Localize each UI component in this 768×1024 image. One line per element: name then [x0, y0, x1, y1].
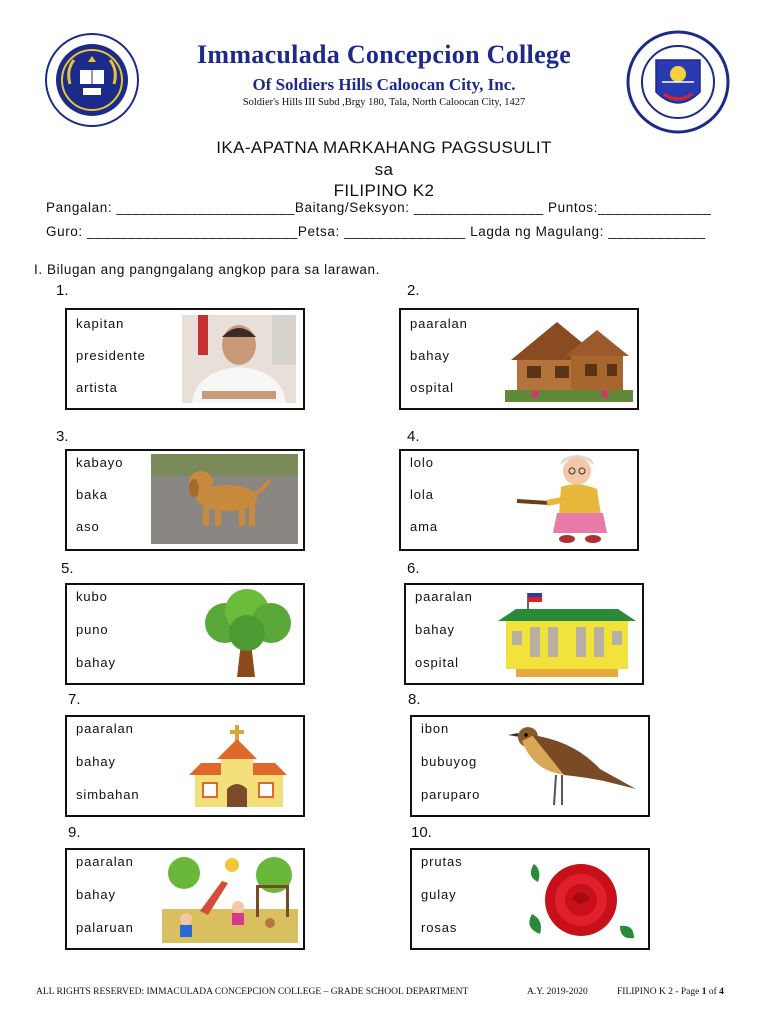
school-subtitle: Of Soldiers Hills Caloocan City, Inc. [252, 75, 516, 94]
wooden-house-photo [505, 316, 633, 402]
red-rose-drawing [524, 854, 638, 946]
question-box-5 [65, 583, 305, 685]
tree-drawing [191, 589, 301, 679]
option-8a[interactable]: ibon [421, 721, 450, 736]
option-9a[interactable]: paaralan [76, 854, 134, 869]
footer-page-number: 1 [701, 987, 707, 997]
school-name: Immaculada Concepcion College [196, 40, 572, 69]
option-6b[interactable]: bahay [415, 622, 455, 637]
playground-drawing [162, 853, 298, 943]
option-4c[interactable]: ama [410, 519, 438, 534]
man-in-white-shirt-photo [182, 315, 296, 403]
footer-page-total: 4 [719, 987, 724, 997]
question-box-6 [404, 583, 644, 685]
exam-title-connector: sa [374, 160, 394, 179]
question-box-8 [410, 715, 650, 817]
footer-year: A.Y. 2019-2020 [527, 987, 588, 997]
item-number: 8. [408, 691, 421, 708]
question-box-1 [65, 308, 305, 410]
student-info-line[interactable]: Pangalan: ______________________Baitang/Seksyon: ________________ Puntos:______________ [46, 200, 712, 215]
option-2b[interactable]: bahay [410, 348, 450, 363]
option-9b[interactable]: bahay [76, 887, 116, 902]
option-9c[interactable]: palaruan [76, 920, 134, 935]
footer-page-prefix: FILIPINO K 2 - Page [617, 987, 702, 997]
option-6a[interactable]: paaralan [415, 589, 473, 604]
grandmother-with-cane-drawing [509, 453, 631, 547]
option-10b[interactable]: gulay [421, 887, 457, 902]
church-drawing [187, 725, 291, 809]
option-7c[interactable]: simbahan [76, 787, 140, 802]
question-box-7 [65, 715, 305, 817]
teacher-info-line[interactable]: Guro: __________________________Petsa: _______________ Lagda ng Magulang: ____________ [46, 224, 706, 239]
option-10a[interactable]: prutas [421, 854, 463, 869]
option-4b[interactable]: lola [410, 487, 434, 502]
option-3c[interactable]: aso [76, 519, 100, 534]
item-number: 1. [56, 282, 69, 299]
item-number: 10. [411, 824, 432, 841]
option-1c[interactable]: artista [76, 380, 118, 395]
school-building-drawing [496, 591, 638, 679]
option-5c[interactable]: bahay [76, 655, 116, 670]
puppy-dog-photo [151, 454, 298, 544]
option-1b[interactable]: presidente [76, 348, 146, 363]
item-number: 5. [61, 560, 74, 577]
option-5a[interactable]: kubo [76, 589, 108, 604]
bird-drawing [504, 721, 640, 813]
option-2a[interactable]: paaralan [410, 316, 468, 331]
option-7b[interactable]: bahay [76, 754, 116, 769]
option-7a[interactable]: paaralan [76, 721, 134, 736]
item-number: 2. [407, 282, 420, 299]
question-box-3 [65, 449, 305, 551]
question-box-10 [410, 848, 650, 950]
option-4a[interactable]: lolo [410, 455, 434, 470]
option-8c[interactable]: paruparo [421, 787, 481, 802]
option-5b[interactable]: puno [76, 622, 109, 637]
item-number: 3. [56, 428, 69, 445]
exam-title: IKA-APATNA MARKAHANG PAGSUSULIT [216, 138, 552, 157]
option-3a[interactable]: kabayo [76, 455, 124, 470]
option-1a[interactable]: kapitan [76, 316, 125, 331]
item-number: 9. [68, 824, 81, 841]
deped-seal-logo [626, 30, 730, 134]
item-number: 6. [407, 560, 420, 577]
option-8b[interactable]: bubuyog [421, 754, 478, 769]
question-box-9 [65, 848, 305, 950]
item-number: 4. [407, 428, 420, 445]
option-6c[interactable]: ospital [415, 655, 459, 670]
option-3b[interactable]: baka [76, 487, 108, 502]
school-address: Soldier's Hills III Subd ,Brgy 180, Tala, North Caloocan City, 1427 [242, 97, 526, 108]
option-10c[interactable]: rosas [421, 920, 458, 935]
item-number: 7. [68, 691, 81, 708]
instruction-text: I. Bilugan ang pangngalang angkop para sa larawan. [34, 262, 380, 277]
footer-rights: ALL RIGHTS RESERVED: IMMACULADA CONCEPCION COLLEGE – GRADE SCHOOL DEPARTMENT [36, 987, 469, 997]
footer-page-of: of [706, 987, 720, 997]
question-box-4 [399, 449, 639, 551]
question-box-2 [399, 308, 639, 410]
footer-page-indicator [617, 987, 724, 997]
option-2c[interactable]: ospital [410, 380, 454, 395]
exam-subject: FILIPINO K2 [333, 181, 435, 200]
